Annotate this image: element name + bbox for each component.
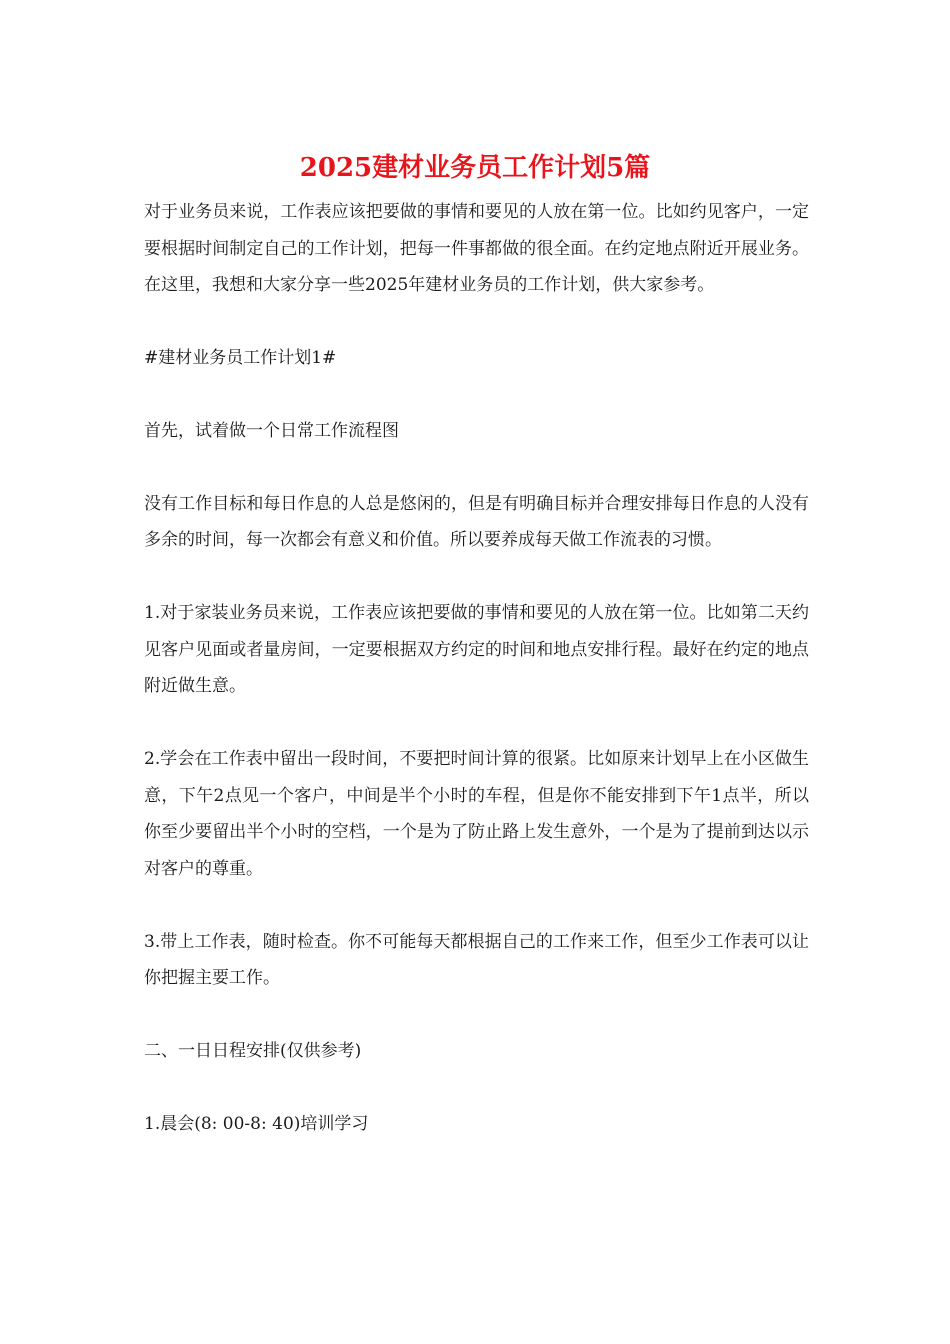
list-item-3: 3.带上工作表，随时检查。你不可能每天都根据自己的工作来工作，但至少工作表可以让你把握主要工作。: [144, 931, 809, 988]
paragraph-goals: 没有工作目标和每日作息的人总是悠闲的，但是有明确目标并合理安排每日作息的人没有多余的时间，每一次都会有意义和价值。所以要养成每天做工作流表的习惯。: [144, 493, 809, 550]
document-body: [144, 194, 809, 1179]
list-item-2: 2.学会在工作表中留出一段时间，不要把时间计算的很紧。比如原来计划早上在小区做生意，下午2点见一个客户，中间是半个小时的车程，但是你不能安排到下午1点半，所以你至少要留出半个小时的空档，一个是为了防止路上发生意外，一个是为了提前到达以示对客户的尊重。: [144, 749, 809, 879]
section-heading-schedule: 二、一日日程安排(仅供参考): [144, 1041, 362, 1061]
schedule-item-1: 1.晨会(8: 00-8: 40)培训学习: [144, 1114, 369, 1134]
paragraph-flowchart: 首先，试着做一个日常工作流程图: [144, 420, 399, 441]
intro-paragraph: 对于业务员来说，工作表应该把要做的事情和要见的人放在第一位。比如约见客户，一定要根据时间制定自己的工作计划，把每一件事都做的很全面。在约定地点附近开展业务。在这里，我想和大家分享一些2025年建材业务员的工作计划，供大家参考。: [144, 202, 809, 295]
document-title: 2025建材业务员工作计划5篇: [299, 153, 651, 183]
section-heading-plan-1: #建材业务员工作计划1#: [144, 347, 337, 368]
list-item-1: 1.对于家装业务员来说，工作表应该把要做的事情和要见的人放在第一位。比如第二天约见客户见面或者量房间，一定要根据双方约定的时间和地点安排行程。最好在约定的地点附近做生意。: [144, 603, 809, 696]
